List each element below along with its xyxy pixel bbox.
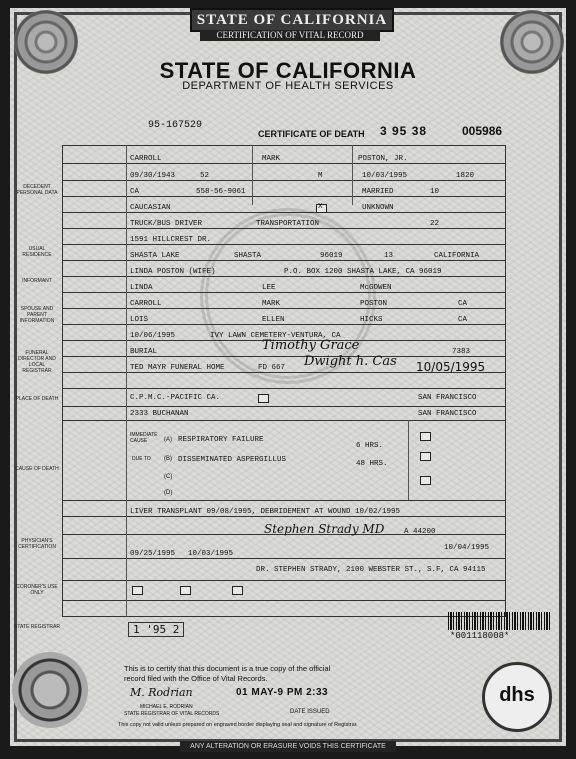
column-divider — [408, 420, 409, 500]
document-title: STATE OF CALIFORNIA — [159, 58, 417, 83]
residence-county: SHASTA — [234, 252, 262, 260]
banner-title: STATE OF CALIFORNIA — [190, 8, 394, 32]
decedent-sex: M — [318, 172, 323, 180]
informant-address: P.O. BOX 1200 SHASTA LAKE, CA 96019 — [284, 268, 442, 276]
father-birth-state: CA — [458, 300, 468, 308]
due-to-cause-interval: 48 HRS. — [356, 460, 388, 468]
rule — [62, 292, 506, 293]
death-facility: C.P.M.C.-PACIFIC CA. — [130, 394, 221, 402]
document-subtitle: DEPARTMENT OF HEALTH SERVICES — [182, 80, 394, 92]
rule — [62, 163, 506, 164]
residence-street: 1591 HILLCREST DR. — [130, 236, 212, 244]
manner-homicide-checkbox — [232, 586, 243, 595]
section-label-residence: USUAL RESIDENCE — [22, 246, 52, 258]
disposition-place: IVY LAWN CEMETERY-VENTURA, CA — [210, 332, 341, 340]
residence-state: CALIFORNIA — [434, 252, 480, 260]
state-registrar-signature: M. Rodrian — [130, 686, 193, 699]
decedent-marital-status: MARRIED — [362, 188, 394, 196]
barcode — [448, 612, 552, 630]
spouse-middle-name: LEE — [262, 284, 276, 292]
decedent-middle-name: MARK — [262, 155, 281, 163]
due-to-cause: DISSEMINATED ASPERGILLUS — [178, 456, 287, 464]
rule — [62, 196, 506, 197]
rule — [62, 420, 506, 421]
decedent-age: 52 — [200, 172, 210, 180]
registrar-title: STATE REGISTRAR OF VITAL RECORDS — [124, 711, 220, 717]
decedent-occupation: TRUCK/BUS DRIVER — [130, 220, 203, 228]
disposition-date: 10/06/1995 — [130, 332, 176, 340]
rule — [62, 212, 506, 213]
certificate-form — [62, 145, 506, 617]
attended-to: 10/03/1995 — [188, 550, 234, 558]
ip-checkbox — [258, 394, 269, 403]
spouse-last-name: McGOWEN — [360, 284, 392, 292]
mother-birth-state: CA — [458, 316, 468, 324]
registrar-accept-date: 1 '95 2 — [128, 622, 184, 637]
rule — [62, 260, 506, 261]
alteration-warning-band: ANY ALTERATION OR ERASURE VOIDS THIS CERTIFICATE — [180, 741, 396, 752]
banner-subtitle: CERTIFICATION OF VITAL RECORD — [200, 30, 380, 41]
date-issued-label: DATE ISSUED — [290, 709, 330, 715]
rule — [62, 406, 506, 407]
physician-license: A 44200 — [404, 528, 436, 536]
decedent-ssn: 558-56-9061 — [196, 188, 246, 196]
corner-rosette-top-left — [14, 10, 78, 74]
section-label-cause: CAUSE OF DEATH — [15, 466, 59, 472]
death-county: SAN FRANCISCO — [418, 394, 477, 402]
rule — [62, 500, 506, 501]
rule — [62, 324, 506, 325]
rule — [62, 244, 506, 245]
registrar-signature: Dwight h. Cas — [304, 354, 397, 369]
rule — [62, 558, 506, 559]
certifier-name-address: DR. STEPHEN STRADY, 2100 WEBSTER ST., S.F, CA 94115 — [256, 566, 486, 574]
certificate-title: CERTIFICATE OF DEATH — [258, 129, 365, 139]
mother-middle-name: ELLEN — [262, 316, 285, 324]
decedent-hour: 1820 — [456, 172, 475, 180]
coroner-checkbox — [420, 476, 431, 485]
immediate-cause: RESPIRATORY FAILURE — [178, 436, 264, 444]
mother-first-name: LOIS — [130, 316, 149, 324]
physician-signature: Stephen Strady MD — [264, 522, 385, 536]
manner-suicide-checkbox — [180, 586, 191, 595]
informant-name: LINDA POSTON (WIFE) — [130, 268, 216, 276]
rule — [62, 308, 506, 309]
disposition-type: BURIAL — [130, 348, 158, 356]
rule — [62, 228, 506, 229]
rule — [62, 356, 506, 357]
certificate-number-prefix: 3 95 38 — [380, 124, 428, 138]
residence-city: SHASTA LAKE — [130, 252, 180, 260]
residence-zip: 96019 — [320, 252, 343, 260]
decedent-first-name: CARROLL — [130, 155, 162, 163]
father-middle-name: MARK — [262, 300, 281, 308]
father-first-name: CARROLL — [130, 300, 162, 308]
section-label-spouse: SPOUSE AND PARENT INFORMATION — [19, 306, 55, 324]
dhs-logo: dhs — [482, 662, 552, 732]
rule — [62, 388, 506, 389]
validity-warning: This copy not valid unless prepared on engraved border displaying seal and signature of Registrar. — [118, 722, 358, 728]
corner-rosette-top-right — [500, 10, 564, 74]
decedent-business: TRANSPORTATION — [256, 220, 320, 228]
column-divider — [252, 145, 253, 205]
section-label-coroner: CORONER'S USE ONLY — [16, 584, 58, 596]
certify-line-2: record filed with the Office of Vital Records. — [124, 674, 268, 683]
state-seal — [12, 652, 88, 728]
rule — [62, 180, 506, 181]
date-stamp: 01 MAY-9 PM 2:33 — [236, 687, 329, 698]
attended-from: 09/25/1995 — [130, 550, 176, 558]
section-label-place: PLACE OF DEATH — [15, 396, 59, 402]
decedent-birth-state: CA — [130, 188, 140, 196]
column-divider — [352, 145, 353, 205]
decedent-education: 10 — [430, 188, 440, 196]
decedent-years-occupation: 22 — [430, 220, 440, 228]
section-label-informant: INFORMANT — [22, 278, 52, 284]
biopsy-checkbox — [420, 432, 431, 441]
operation-text: LIVER TRANSPLANT 09/08/1995, DEBRIDEMENT AT WOUND 10/02/1995 — [130, 508, 401, 516]
residence-years-county: 13 — [384, 252, 394, 260]
rule — [62, 580, 506, 581]
section-label-state-registrar: STATE REGISTRAR — [14, 624, 60, 630]
section-label-physician: PHYSICIAN'S CERTIFICATION — [18, 538, 56, 550]
date-signed: 10/05/1995 — [416, 360, 486, 374]
column-divider — [126, 145, 127, 617]
decedent-race: CAUCASIAN — [130, 204, 171, 212]
decedent-last-name: POSTON, JR. — [358, 155, 408, 163]
mother-last-name: HICKS — [360, 316, 383, 324]
section-label-disposition: FUNERAL DIRECTOR AND LOCAL REGISTRAR — [18, 350, 56, 374]
cause-d-label: (D) — [164, 490, 173, 496]
rule — [62, 276, 506, 277]
rule — [62, 600, 506, 601]
due-to-label: DUE TO — [132, 456, 151, 462]
manner-natural-checkbox — [132, 586, 143, 595]
immediate-cause-label: IMMEDIATE CAUSE — [130, 432, 158, 444]
barcode-number: *001118008* — [450, 631, 510, 641]
decedent-employer: UNKNOWN — [362, 204, 394, 212]
state-file-number: 95-167529 — [148, 120, 203, 131]
father-last-name: POSTON — [360, 300, 388, 308]
rule — [62, 516, 506, 517]
autopsy-checkbox — [420, 452, 431, 461]
embalmer-license: 7383 — [452, 348, 471, 356]
cause-a-label: (A) — [164, 437, 172, 443]
hispanic-mark: X — [318, 203, 323, 211]
cause-b-label: (B) — [164, 456, 172, 462]
spouse-first-name: LINDA — [130, 284, 153, 292]
funeral-establishment: TED MAYR FUNERAL HOME — [130, 364, 225, 372]
section-label-decedent: DECEDENT PERSONAL DATA — [16, 184, 58, 196]
decedent-date-of-birth: 09/30/1943 — [130, 172, 176, 180]
local-registration-number: 005986 — [462, 124, 503, 138]
registrar-name: MICHAEL E. RODRIAN — [140, 704, 193, 710]
death-street: 2333 BUCHANAN — [130, 410, 189, 418]
immediate-cause-interval: 6 HRS. — [356, 442, 384, 450]
decedent-date-of-death: 10/03/1995 — [362, 172, 408, 180]
certifier-date: 10/04/1995 — [444, 544, 490, 552]
certify-line-1: This is to certify that this document is a true copy of the official — [124, 664, 331, 673]
cause-c-label: (C) — [164, 474, 173, 480]
funeral-license: FD 667 — [258, 364, 286, 372]
death-city: SAN FRANCISCO — [418, 410, 477, 418]
embalmer-signature: Timothy Grace — [262, 338, 360, 353]
